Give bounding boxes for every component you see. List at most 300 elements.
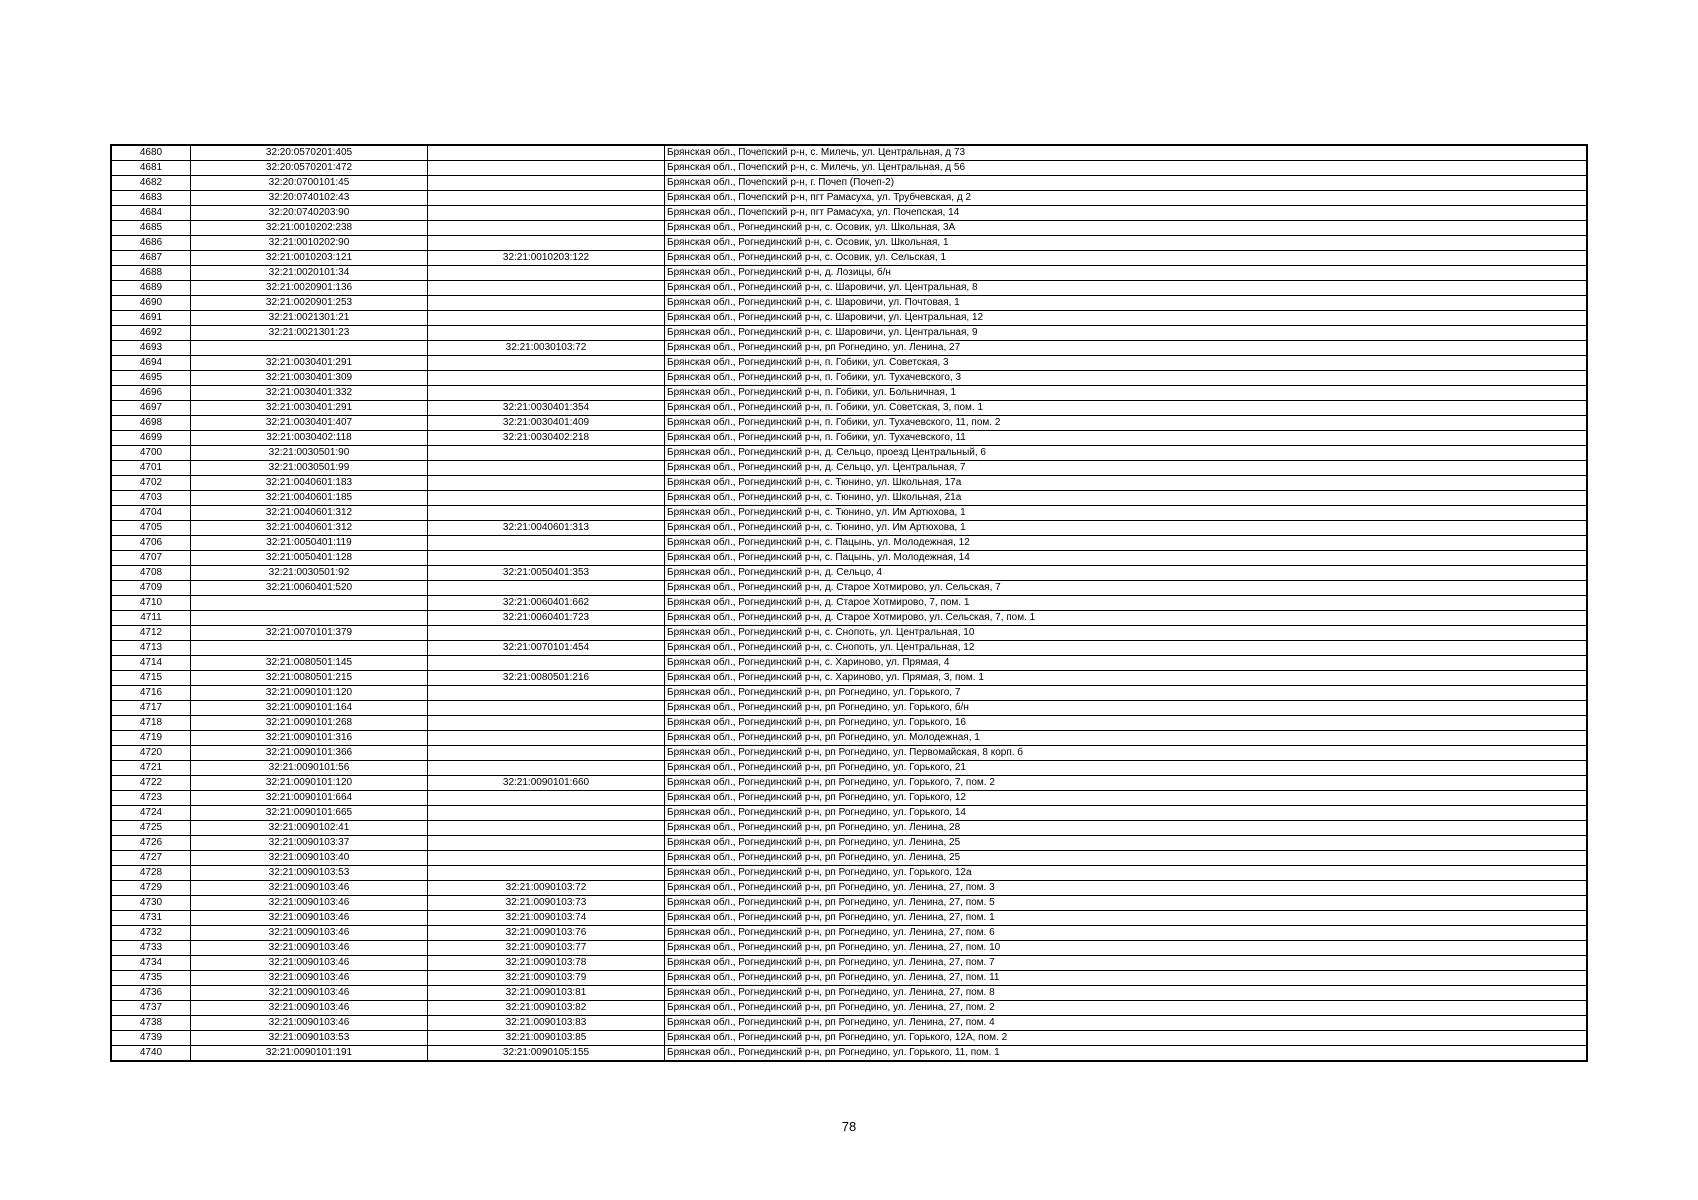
secondary-cadastral-number-cell: 32:21:0090103:73 <box>428 896 665 911</box>
cadastral-number-cell: 32:21:0040601:183 <box>191 476 428 491</box>
table-row <box>111 701 1587 716</box>
secondary-cadastral-number-cell: 32:21:0090103:81 <box>428 986 665 1001</box>
secondary-cadastral-number-cell: 32:21:0030401:409 <box>428 416 665 431</box>
table-row <box>111 356 1587 371</box>
secondary-cadastral-number-cell <box>428 476 665 491</box>
row-number-cell: 4727 <box>111 851 191 866</box>
cadastral-number-cell: 32:21:0020901:136 <box>191 281 428 296</box>
row-number-cell: 4700 <box>111 446 191 461</box>
address-cell: Брянская обл., Рогнединский р-н, с. Хариново, ул. Прямая, 4 <box>665 656 1588 671</box>
address-cell: Брянская обл., Рогнединский р-н, рп Рогнедино, ул. Горького, б/н <box>665 701 1588 716</box>
secondary-cadastral-number-cell <box>428 746 665 761</box>
row-number-cell: 4711 <box>111 611 191 626</box>
table-row <box>111 926 1587 941</box>
table-row <box>111 341 1587 356</box>
secondary-cadastral-number-cell <box>428 296 665 311</box>
row-number-cell: 4717 <box>111 701 191 716</box>
row-number-cell: 4725 <box>111 821 191 836</box>
secondary-cadastral-number-cell <box>428 536 665 551</box>
table-row <box>111 806 1587 821</box>
secondary-cadastral-number-cell: 32:21:0090103:79 <box>428 971 665 986</box>
cadastral-number-cell: 32:21:0090101:665 <box>191 806 428 821</box>
property-registry-table <box>110 144 1588 1062</box>
address-cell: Брянская обл., Рогнединский р-н, п. Гобики, ул. Тухачевского, 11 <box>665 431 1588 446</box>
cadastral-number-cell <box>191 341 428 356</box>
address-cell: Брянская обл., Рогнединский р-н, д. Сельцо, ул. Центральная, 7 <box>665 461 1588 476</box>
secondary-cadastral-number-cell: 32:21:0030402:218 <box>428 431 665 446</box>
secondary-cadastral-number-cell <box>428 686 665 701</box>
row-number-cell: 4691 <box>111 311 191 326</box>
secondary-cadastral-number-cell <box>428 851 665 866</box>
secondary-cadastral-number-cell: 32:21:0030103:72 <box>428 341 665 356</box>
table-row <box>111 881 1587 896</box>
address-cell: Брянская обл., Рогнединский р-н, с. Осовик, ул. Школьная, 1 <box>665 236 1588 251</box>
row-number-cell: 4724 <box>111 806 191 821</box>
address-cell: Брянская обл., Рогнединский р-н, рп Рогнедино, ул. Ленина, 25 <box>665 836 1588 851</box>
row-number-cell: 4740 <box>111 1046 191 1062</box>
address-cell: Брянская обл., Рогнединский р-н, рп Рогнедино, ул. Ленина, 25 <box>665 851 1588 866</box>
row-number-cell: 4737 <box>111 1001 191 1016</box>
address-cell: Брянская обл., Рогнединский р-н, рп Рогнедино, ул. Ленина, 27, пом. 6 <box>665 926 1588 941</box>
cadastral-number-cell: 32:21:0050401:119 <box>191 536 428 551</box>
secondary-cadastral-number-cell <box>428 145 665 161</box>
cadastral-number-cell <box>191 611 428 626</box>
table-row <box>111 611 1587 626</box>
cadastral-number-cell: 32:21:0090103:46 <box>191 956 428 971</box>
row-number-cell: 4739 <box>111 1031 191 1046</box>
cadastral-number-cell: 32:20:0740102:43 <box>191 191 428 206</box>
table-row <box>111 191 1587 206</box>
table-row <box>111 1046 1587 1062</box>
row-number-cell: 4701 <box>111 461 191 476</box>
secondary-cadastral-number-cell <box>428 716 665 731</box>
table-row <box>111 911 1587 926</box>
cadastral-number-cell: 32:21:0030402:118 <box>191 431 428 446</box>
table-row <box>111 236 1587 251</box>
address-cell: Брянская обл., Рогнединский р-н, рп Рогнедино, ул. Горького, 12а <box>665 866 1588 881</box>
address-cell: Брянская обл., Рогнединский р-н, рп Рогнедино, ул. Первомайская, 8 корп. б <box>665 746 1588 761</box>
secondary-cadastral-number-cell <box>428 206 665 221</box>
registry-table-body <box>111 145 1587 1061</box>
table-row <box>111 596 1587 611</box>
address-cell: Брянская обл., Почепский р-н, с. Милечь, ул. Центральная, д 56 <box>665 161 1588 176</box>
address-cell: Брянская обл., Рогнединский р-н, рп Рогнедино, ул. Молодежная, 1 <box>665 731 1588 746</box>
row-number-cell: 4684 <box>111 206 191 221</box>
address-cell: Брянская обл., Рогнединский р-н, д. Старое Хотмирово, ул. Сельская, 7, пом. 1 <box>665 611 1588 626</box>
row-number-cell: 4685 <box>111 221 191 236</box>
table-row <box>111 176 1587 191</box>
cadastral-number-cell: 32:21:0040601:312 <box>191 521 428 536</box>
cadastral-number-cell: 32:21:0090101:120 <box>191 776 428 791</box>
cadastral-number-cell: 32:21:0010203:121 <box>191 251 428 266</box>
page-number: 78 <box>841 1119 857 1134</box>
secondary-cadastral-number-cell <box>428 311 665 326</box>
secondary-cadastral-number-cell: 32:21:0090101:660 <box>428 776 665 791</box>
cadastral-number-cell <box>191 641 428 656</box>
table-row <box>111 386 1587 401</box>
address-cell: Брянская обл., Рогнединский р-н, с. Снопоть, ул. Центральная, 10 <box>665 626 1588 641</box>
address-cell: Брянская обл., Рогнединский р-н, рп Рогнедино, ул. Ленина, 27, пом. 8 <box>665 986 1588 1001</box>
cadastral-number-cell: 32:21:0021301:21 <box>191 311 428 326</box>
table-row <box>111 626 1587 641</box>
row-number-cell: 4714 <box>111 656 191 671</box>
row-number-cell: 4726 <box>111 836 191 851</box>
address-cell: Брянская обл., Рогнединский р-н, п. Гобики, ул. Больничная, 1 <box>665 386 1588 401</box>
address-cell: Брянская обл., Почепский р-н, г. Почеп (Почеп-2) <box>665 176 1588 191</box>
row-number-cell: 4715 <box>111 671 191 686</box>
table-row <box>111 521 1587 536</box>
cadastral-number-cell: 32:21:0090103:46 <box>191 881 428 896</box>
row-number-cell: 4734 <box>111 956 191 971</box>
cadastral-number-cell: 32:21:0090103:53 <box>191 866 428 881</box>
table-row <box>111 221 1587 236</box>
row-number-cell: 4696 <box>111 386 191 401</box>
table-row <box>111 431 1587 446</box>
secondary-cadastral-number-cell: 32:21:0090103:85 <box>428 1031 665 1046</box>
cadastral-number-cell: 32:21:0020101:34 <box>191 266 428 281</box>
row-number-cell: 4706 <box>111 536 191 551</box>
table-row <box>111 671 1587 686</box>
table-row <box>111 416 1587 431</box>
address-cell: Брянская обл., Рогнединский р-н, с. Снопоть, ул. Центральная, 12 <box>665 641 1588 656</box>
row-number-cell: 4723 <box>111 791 191 806</box>
cadastral-number-cell: 32:21:0090101:164 <box>191 701 428 716</box>
secondary-cadastral-number-cell: 32:21:0010203:122 <box>428 251 665 266</box>
table-row <box>111 281 1587 296</box>
address-cell: Брянская обл., Рогнединский р-н, рп Рогнедино, ул. Горького, 12А, пом. 2 <box>665 1031 1588 1046</box>
row-number-cell: 4716 <box>111 686 191 701</box>
cadastral-number-cell: 32:21:0030401:291 <box>191 356 428 371</box>
row-number-cell: 4692 <box>111 326 191 341</box>
table-row <box>111 821 1587 836</box>
cadastral-number-cell: 32:21:0090103:46 <box>191 896 428 911</box>
secondary-cadastral-number-cell <box>428 191 665 206</box>
address-cell: Брянская обл., Рогнединский р-н, рп Рогнедино, ул. Ленина, 28 <box>665 821 1588 836</box>
table-row <box>111 896 1587 911</box>
row-number-cell: 4729 <box>111 881 191 896</box>
row-number-cell: 4710 <box>111 596 191 611</box>
row-number-cell: 4697 <box>111 401 191 416</box>
table-row <box>111 716 1587 731</box>
row-number-cell: 4688 <box>111 266 191 281</box>
cadastral-number-cell: 32:21:0090101:120 <box>191 686 428 701</box>
row-number-cell: 4703 <box>111 491 191 506</box>
table-row <box>111 145 1587 161</box>
address-cell: Брянская обл., Рогнединский р-н, рп Рогнедино, ул. Ленина, 27, пом. 5 <box>665 896 1588 911</box>
row-number-cell: 4695 <box>111 371 191 386</box>
cadastral-number-cell: 32:21:0040601:312 <box>191 506 428 521</box>
cadastral-number-cell: 32:21:0010202:238 <box>191 221 428 236</box>
table-row <box>111 296 1587 311</box>
cadastral-number-cell: 32:21:0090103:46 <box>191 986 428 1001</box>
secondary-cadastral-number-cell <box>428 821 665 836</box>
secondary-cadastral-number-cell <box>428 446 665 461</box>
table-row <box>111 446 1587 461</box>
cadastral-number-cell: 32:21:0030501:92 <box>191 566 428 581</box>
secondary-cadastral-number-cell <box>428 356 665 371</box>
document-page <box>110 144 1588 1062</box>
table-row <box>111 581 1587 596</box>
secondary-cadastral-number-cell <box>428 461 665 476</box>
cadastral-number-cell: 32:21:0080501:215 <box>191 671 428 686</box>
row-number-cell: 4720 <box>111 746 191 761</box>
row-number-cell: 4730 <box>111 896 191 911</box>
address-cell: Брянская обл., Рогнединский р-н, д. Старое Хотмирово, ул. Сельская, 7 <box>665 581 1588 596</box>
address-cell: Брянская обл., Рогнединский р-н, рп Рогнедино, ул. Ленина, 27, пом. 11 <box>665 971 1588 986</box>
secondary-cadastral-number-cell: 32:21:0030401:354 <box>428 401 665 416</box>
secondary-cadastral-number-cell <box>428 626 665 641</box>
row-number-cell: 4687 <box>111 251 191 266</box>
cadastral-number-cell: 32:21:0030401:332 <box>191 386 428 401</box>
secondary-cadastral-number-cell <box>428 176 665 191</box>
cadastral-number-cell: 32:21:0030401:407 <box>191 416 428 431</box>
address-cell: Брянская обл., Рогнединский р-н, с. Шаровичи, ул. Центральная, 12 <box>665 311 1588 326</box>
secondary-cadastral-number-cell <box>428 266 665 281</box>
row-number-cell: 4722 <box>111 776 191 791</box>
cadastral-number-cell: 32:21:0090103:46 <box>191 1016 428 1031</box>
table-row <box>111 251 1587 266</box>
row-number-cell: 4709 <box>111 581 191 596</box>
row-number-cell: 4683 <box>111 191 191 206</box>
row-number-cell: 4731 <box>111 911 191 926</box>
address-cell: Брянская обл., Рогнединский р-н, рп Рогнедино, ул. Горького, 14 <box>665 806 1588 821</box>
row-number-cell: 4718 <box>111 716 191 731</box>
table-row <box>111 401 1587 416</box>
cadastral-number-cell: 32:21:0030401:309 <box>191 371 428 386</box>
address-cell: Брянская обл., Рогнединский р-н, с. Тюнино, ул. Школьная, 17а <box>665 476 1588 491</box>
secondary-cadastral-number-cell: 32:21:0060401:662 <box>428 596 665 611</box>
row-number-cell: 4713 <box>111 641 191 656</box>
secondary-cadastral-number-cell: 32:21:0090103:74 <box>428 911 665 926</box>
address-cell: Брянская обл., Рогнединский р-н, с. Хариново, ул. Прямая, 3, пом. 1 <box>665 671 1588 686</box>
address-cell: Брянская обл., Рогнединский р-н, с. Пацынь, ул. Молодежная, 14 <box>665 551 1588 566</box>
row-number-cell: 4686 <box>111 236 191 251</box>
row-number-cell: 4690 <box>111 296 191 311</box>
secondary-cadastral-number-cell <box>428 836 665 851</box>
secondary-cadastral-number-cell: 32:21:0090103:77 <box>428 941 665 956</box>
table-row <box>111 371 1587 386</box>
cadastral-number-cell: 32:21:0090103:40 <box>191 851 428 866</box>
address-cell: Брянская обл., Рогнединский р-н, рп Рогнедино, ул. Горького, 12 <box>665 791 1588 806</box>
secondary-cadastral-number-cell <box>428 491 665 506</box>
secondary-cadastral-number-cell <box>428 281 665 296</box>
address-cell: Брянская обл., Рогнединский р-н, рп Рогнедино, ул. Горького, 16 <box>665 716 1588 731</box>
secondary-cadastral-number-cell: 32:21:0040601:313 <box>428 521 665 536</box>
address-cell: Брянская обл., Рогнединский р-н, рп Рогнедино, ул. Ленина, 27, пом. 7 <box>665 956 1588 971</box>
cadastral-number-cell: 32:21:0090103:53 <box>191 1031 428 1046</box>
table-row <box>111 476 1587 491</box>
address-cell: Брянская обл., Рогнединский р-н, д. Лозицы, б/н <box>665 266 1588 281</box>
cadastral-number-cell: 32:21:0090101:316 <box>191 731 428 746</box>
address-cell: Брянская обл., Рогнединский р-н, рп Рогнедино, ул. Горького, 7 <box>665 686 1588 701</box>
secondary-cadastral-number-cell <box>428 656 665 671</box>
secondary-cadastral-number-cell: 32:21:0090103:72 <box>428 881 665 896</box>
secondary-cadastral-number-cell <box>428 371 665 386</box>
cadastral-number-cell: 32:21:0060401:520 <box>191 581 428 596</box>
table-row <box>111 536 1587 551</box>
row-number-cell: 4702 <box>111 476 191 491</box>
cadastral-number-cell: 32:21:0050401:128 <box>191 551 428 566</box>
table-row <box>111 311 1587 326</box>
cadastral-number-cell: 32:21:0020901:253 <box>191 296 428 311</box>
address-cell: Брянская обл., Рогнединский р-н, с. Тюнино, ул. Школьная, 21а <box>665 491 1588 506</box>
table-row <box>111 986 1587 1001</box>
secondary-cadastral-number-cell <box>428 731 665 746</box>
address-cell: Брянская обл., Рогнединский р-н, п. Гобики, ул. Советская, 3 <box>665 356 1588 371</box>
cadastral-number-cell <box>191 596 428 611</box>
cadastral-number-cell: 32:21:0090101:366 <box>191 746 428 761</box>
secondary-cadastral-number-cell: 32:21:0090103:83 <box>428 1016 665 1031</box>
cadastral-number-cell: 32:21:0090103:46 <box>191 911 428 926</box>
cadastral-number-cell: 32:21:0021301:23 <box>191 326 428 341</box>
cadastral-number-cell: 32:20:0700101:45 <box>191 176 428 191</box>
cadastral-number-cell: 32:21:0090103:46 <box>191 971 428 986</box>
secondary-cadastral-number-cell <box>428 581 665 596</box>
table-row <box>111 161 1587 176</box>
row-number-cell: 4699 <box>111 431 191 446</box>
address-cell: Брянская обл., Рогнединский р-н, рп Рогнедино, ул. Ленина, 27, пом. 4 <box>665 1016 1588 1031</box>
row-number-cell: 4681 <box>111 161 191 176</box>
table-row <box>111 686 1587 701</box>
address-cell: Брянская обл., Рогнединский р-н, рп Рогнедино, ул. Ленина, 27, пом. 1 <box>665 911 1588 926</box>
table-row <box>111 1016 1587 1031</box>
table-row <box>111 746 1587 761</box>
address-cell: Брянская обл., Рогнединский р-н, с. Осовик, ул. Сельская, 1 <box>665 251 1588 266</box>
address-cell: Брянская обл., Рогнединский р-н, рп Рогнедино, ул. Ленина, 27 <box>665 341 1588 356</box>
table-row <box>111 866 1587 881</box>
address-cell: Брянская обл., Рогнединский р-н, с. Тюнино, ул. Им Артюхова, 1 <box>665 506 1588 521</box>
cadastral-number-cell: 32:21:0090102:41 <box>191 821 428 836</box>
address-cell: Брянская обл., Рогнединский р-н, д. Старое Хотмирово, 7, пом. 1 <box>665 596 1588 611</box>
table-row <box>111 1001 1587 1016</box>
secondary-cadastral-number-cell <box>428 326 665 341</box>
table-row <box>111 491 1587 506</box>
address-cell: Брянская обл., Рогнединский р-н, п. Гобики, ул. Советская, 3, пом. 1 <box>665 401 1588 416</box>
table-row <box>111 656 1587 671</box>
table-row <box>111 776 1587 791</box>
cadastral-number-cell: 32:21:0030401:291 <box>191 401 428 416</box>
row-number-cell: 4705 <box>111 521 191 536</box>
address-cell: Брянская обл., Рогнединский р-н, п. Гобики, ул. Тухачевского, 11, пом. 2 <box>665 416 1588 431</box>
address-cell: Брянская обл., Рогнединский р-н, с. Шаровичи, ул. Центральная, 9 <box>665 326 1588 341</box>
row-number-cell: 4707 <box>111 551 191 566</box>
cadastral-number-cell: 32:21:0030501:90 <box>191 446 428 461</box>
row-number-cell: 4682 <box>111 176 191 191</box>
row-number-cell: 4712 <box>111 626 191 641</box>
cadastral-number-cell: 32:21:0090101:191 <box>191 1046 428 1062</box>
address-cell: Брянская обл., Рогнединский р-н, рп Рогнедино, ул. Ленина, 27, пом. 10 <box>665 941 1588 956</box>
table-row <box>111 551 1587 566</box>
secondary-cadastral-number-cell <box>428 806 665 821</box>
address-cell: Брянская обл., Рогнединский р-н, рп Рогнедино, ул. Горького, 21 <box>665 761 1588 776</box>
row-number-cell: 4733 <box>111 941 191 956</box>
row-number-cell: 4689 <box>111 281 191 296</box>
row-number-cell: 4738 <box>111 1016 191 1031</box>
address-cell: Брянская обл., Рогнединский р-н, с. Шаровичи, ул. Почтовая, 1 <box>665 296 1588 311</box>
cadastral-number-cell: 32:21:0090103:46 <box>191 941 428 956</box>
table-row <box>111 761 1587 776</box>
table-row <box>111 326 1587 341</box>
secondary-cadastral-number-cell: 32:21:0050401:353 <box>428 566 665 581</box>
secondary-cadastral-number-cell: 32:21:0090103:82 <box>428 1001 665 1016</box>
secondary-cadastral-number-cell: 32:21:0060401:723 <box>428 611 665 626</box>
address-cell: Брянская обл., Рогнединский р-н, с. Шаровичи, ул. Центральная, 8 <box>665 281 1588 296</box>
address-cell: Брянская обл., Рогнединский р-н, п. Гобики, ул. Тухачевского, 3 <box>665 371 1588 386</box>
cadastral-number-cell: 32:21:0090103:46 <box>191 1001 428 1016</box>
address-cell: Брянская обл., Рогнединский р-н, д. Сельцо, проезд Центральный, 6 <box>665 446 1588 461</box>
secondary-cadastral-number-cell <box>428 551 665 566</box>
row-number-cell: 4698 <box>111 416 191 431</box>
secondary-cadastral-number-cell <box>428 221 665 236</box>
row-number-cell: 4719 <box>111 731 191 746</box>
secondary-cadastral-number-cell <box>428 161 665 176</box>
address-cell: Брянская обл., Почепский р-н, с. Милечь, ул. Центральная, д 73 <box>665 145 1588 161</box>
table-row <box>111 566 1587 581</box>
row-number-cell: 4708 <box>111 566 191 581</box>
table-row <box>111 641 1587 656</box>
cadastral-number-cell: 32:21:0030501:99 <box>191 461 428 476</box>
address-cell: Брянская обл., Рогнединский р-н, рп Рогнедино, ул. Горького, 7, пом. 2 <box>665 776 1588 791</box>
address-cell: Брянская обл., Почепский р-н, пгт Рамасуха, ул. Почепская, 14 <box>665 206 1588 221</box>
table-row <box>111 941 1587 956</box>
address-cell: Брянская обл., Рогнединский р-н, д. Сельцо, 4 <box>665 566 1588 581</box>
table-row <box>111 266 1587 281</box>
table-row <box>111 836 1587 851</box>
row-number-cell: 4735 <box>111 971 191 986</box>
table-row <box>111 971 1587 986</box>
secondary-cadastral-number-cell <box>428 506 665 521</box>
row-number-cell: 4694 <box>111 356 191 371</box>
table-row <box>111 791 1587 806</box>
secondary-cadastral-number-cell: 32:21:0090103:78 <box>428 956 665 971</box>
address-cell: Брянская обл., Почепский р-н, пгт Рамасуха, ул. Трубчевская, д 2 <box>665 191 1588 206</box>
secondary-cadastral-number-cell: 32:21:0090105:155 <box>428 1046 665 1062</box>
secondary-cadastral-number-cell <box>428 386 665 401</box>
cadastral-number-cell: 32:21:0080501:145 <box>191 656 428 671</box>
row-number-cell: 4704 <box>111 506 191 521</box>
cadastral-number-cell: 32:20:0570201:405 <box>191 145 428 161</box>
cadastral-number-cell: 32:21:0010202:90 <box>191 236 428 251</box>
table-row <box>111 851 1587 866</box>
address-cell: Брянская обл., Рогнединский р-н, с. Осовик, ул. Школьная, 3А <box>665 221 1588 236</box>
cadastral-number-cell: 32:21:0090101:56 <box>191 761 428 776</box>
table-row <box>111 731 1587 746</box>
cadastral-number-cell: 32:20:0570201:472 <box>191 161 428 176</box>
row-number-cell: 4728 <box>111 866 191 881</box>
secondary-cadastral-number-cell <box>428 761 665 776</box>
address-cell: Брянская обл., Рогнединский р-н, рп Рогнедино, ул. Горького, 11, пом. 1 <box>665 1046 1588 1062</box>
row-number-cell: 4732 <box>111 926 191 941</box>
secondary-cadastral-number-cell: 32:21:0070101:454 <box>428 641 665 656</box>
cadastral-number-cell: 32:21:0090103:46 <box>191 926 428 941</box>
row-number-cell: 4721 <box>111 761 191 776</box>
cadastral-number-cell: 32:21:0040601:185 <box>191 491 428 506</box>
table-row <box>111 461 1587 476</box>
secondary-cadastral-number-cell: 32:21:0080501:216 <box>428 671 665 686</box>
table-row <box>111 956 1587 971</box>
table-row <box>111 206 1587 221</box>
address-cell: Брянская обл., Рогнединский р-н, рп Рогнедино, ул. Ленина, 27, пом. 3 <box>665 881 1588 896</box>
secondary-cadastral-number-cell <box>428 791 665 806</box>
secondary-cadastral-number-cell <box>428 866 665 881</box>
address-cell: Брянская обл., Рогнединский р-н, с. Тюнино, ул. Им Артюхова, 1 <box>665 521 1588 536</box>
table-row <box>111 1031 1587 1046</box>
cadastral-number-cell: 32:21:0090101:664 <box>191 791 428 806</box>
secondary-cadastral-number-cell <box>428 701 665 716</box>
secondary-cadastral-number-cell <box>428 236 665 251</box>
cadastral-number-cell: 32:21:0070101:379 <box>191 626 428 641</box>
row-number-cell: 4680 <box>111 145 191 161</box>
